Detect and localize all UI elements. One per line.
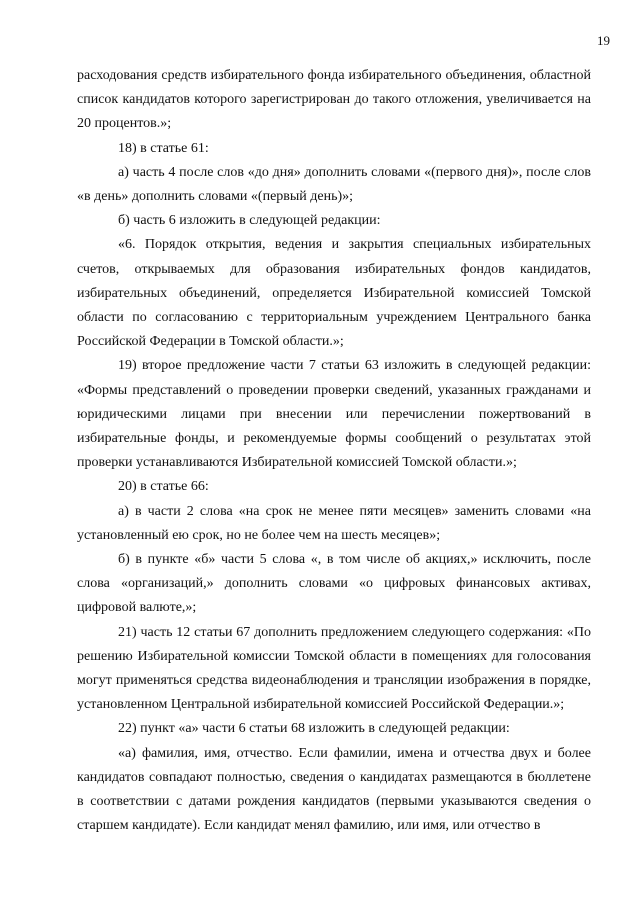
paragraph-item-20: 20) в статье 66: xyxy=(118,479,209,495)
paragraph-quote-item-a: «а) фамилия, имя, отчество. Если фамилии, имена и отчества двух и более кандидатов совпадают полностью, сведения о кандидатах размещаются в бюллетене в соответствии с датами рождения кандидатов (первыми указываются сведения о старшем кандидате). Если кандидат менял фамилию, или имя, или отчество в xyxy=(77,745,591,834)
paragraph-continuation: расходования средств избирательного фонда избирательного объединения, областной список кандидатов которого зарегистрирован до такого отложения, увеличивается на 20 процентов.»; xyxy=(77,68,591,132)
paragraph-item-20b: б) в пункте «б» части 5 слова «, в том числе об акциях,» исключить, после слова «организаций,» дополнить словами «о цифровых финансовых активах, цифровой валюте,»; xyxy=(77,552,591,616)
paragraph-item-19: 19) второе предложение части 7 статьи 63 изложить в следующей редакции: «Формы представлений о проведении проверки сведений, указанных гражданами и юридическими лицами при внесении или перечислении пожертвований в избирательные фонды, и рекомендуемые формы сообщений о результатах этой проверки устанавливаются Избирательной комиссией Томской области.»; xyxy=(77,358,591,471)
paragraph-item-18b: б) часть 6 изложить в следующей редакции: xyxy=(118,213,381,229)
paragraph-item-21: 21) часть 12 статьи 67 дополнить предложением следующего содержания: «По решению Избирательной комиссии Томской области в помещениях для голосования могут применяться средства видеонаблюдения и трансляции изображения в порядке, установленном Центральной избирательной комиссией Российской Федерации.»; xyxy=(77,624,591,713)
paragraph-item-18a: а) часть 4 после слов «до дня» дополнить словами «(первого дня)», после слов «в день» дополнить словами «(первый день)»; xyxy=(77,164,591,205)
paragraph-item-18: 18) в статье 61: xyxy=(118,140,209,156)
paragraph-item-22: 22) пункт «а» части 6 статьи 68 изложить в следующей редакции: xyxy=(118,721,510,737)
page-number: 19 xyxy=(597,33,610,48)
paragraph-quote-part-6: «6. Порядок открытия, ведения и закрытия специальных избирательных счетов, открываемых для образования избирательных фондов кандидатов, избирательных объединений, определяется Избирательной комиссией Томской области по согласованию с территориальным учреждением Центрального банка Российской Федерации в Томской области.»; xyxy=(77,237,591,350)
paragraph-item-20a: а) в части 2 слова «на срок не менее пяти месяцев» заменить словами «на установленный ею срок, но не более чем на шесть месяцев»; xyxy=(77,503,591,543)
